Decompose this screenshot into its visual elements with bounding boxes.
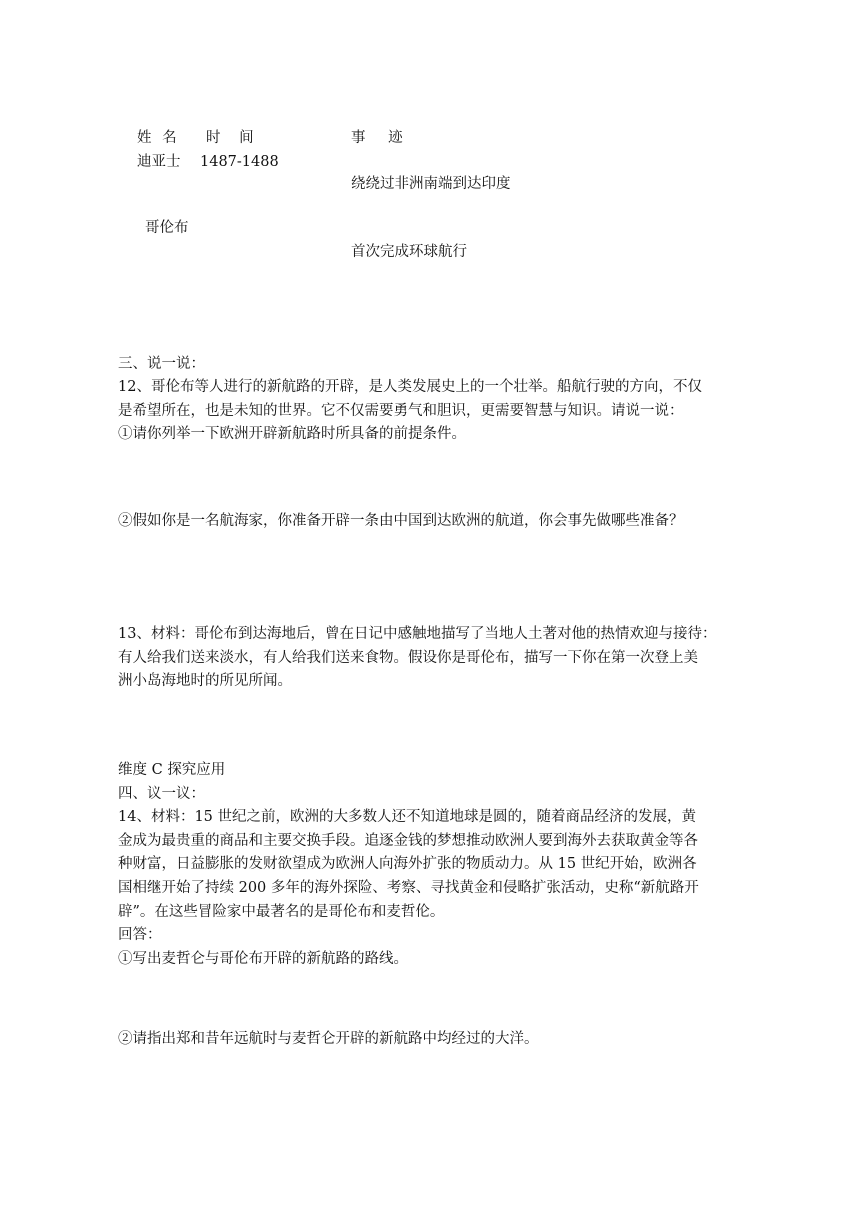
section3-heading: 三、说一说： — [118, 356, 205, 372]
q12-line-3: ①请你列举一下欧洲开辟新航路时所具备的前提条件。 — [118, 426, 466, 443]
table-row-2-deeds: 首次完成环球航行 — [351, 244, 467, 260]
q14-line-4: 国相继开始了持续 200 多年的海外探险、考察、寻找黄金和侵略扩张活动，史称“新航路开 — [118, 879, 699, 896]
q13-line-3: 洲小岛海地时的所见所闻。 — [118, 673, 292, 690]
q12-line-2: 是希望所在，也是未知的世界。它不仅需要勇气和胆识，更需要智慧与知识。请说一说： — [118, 402, 684, 419]
table-row-2-name: 哥伦布 — [145, 220, 189, 236]
table-header-name: 姓 名 — [137, 130, 177, 146]
table-row-1-deeds: 绕绕过非洲南端到达印度 — [351, 176, 511, 192]
q13-line-2: 有人给我们送来淡水，有人给我们送来食物。假设你是哥伦布，描写一下你在第一次登上美 — [118, 649, 698, 666]
q14-line-1: 14、材料：15 世纪之前，欧洲的大多数人还不知道地球是圆的，随着商品经济的发展，黄 — [118, 809, 697, 826]
section-c-title: 维度 C 探究应用 — [118, 762, 226, 778]
q12-sub-question-2: ②假如你是一名航海家，你准备开辟一条由中国到达欧洲的航道，你会事先做哪些准备？ — [118, 513, 684, 529]
question-12 — [118, 376, 738, 447]
q14-line-2: 金成为最贵重的商品和主要交换手段。追逐金钱的梦想推动欧洲人要到海外去获取黄金等各 — [118, 832, 698, 849]
table-row-1-time: 1487-1488 — [200, 154, 279, 170]
q14-line-5: 辟”。在这些冒险家中最著名的是哥伦布和麦哲伦。 — [118, 903, 445, 920]
q12-line-1: 12、哥伦布等人进行的新航路的开辟，是人类发展史上的一个壮举。船航行驶的方向，不仅 — [118, 379, 702, 395]
q13-line-1: 13、材料：哥伦布到达海地后，曾在日记中感触地描写了当地人土著对他的热情欢迎与接待： — [118, 626, 717, 642]
table-header-deeds: 事 迹 — [351, 130, 403, 146]
table-header-time: 时 间 — [206, 130, 254, 146]
table-row-1-name: 迪亚士 — [137, 154, 181, 170]
q14-sub-question-1: ①写出麦哲仑与哥伦布开辟的新航路的路线。 — [118, 950, 408, 967]
q14-answer-label: 回答： — [118, 927, 162, 944]
section4-heading: 四、议一议： — [118, 785, 205, 802]
q14-sub-question-2: ②请指出郑和昔年远航时与麦哲仑开辟的新航路中均经过的大洋。 — [118, 1031, 539, 1047]
section-c — [118, 759, 738, 971]
q14-line-3: 种财富，日益膨胀的发财欲望成为欧洲人向海外扩张的物质动力。从 15 世纪开始，欧洲各 — [118, 856, 697, 873]
question-13 — [118, 623, 738, 694]
